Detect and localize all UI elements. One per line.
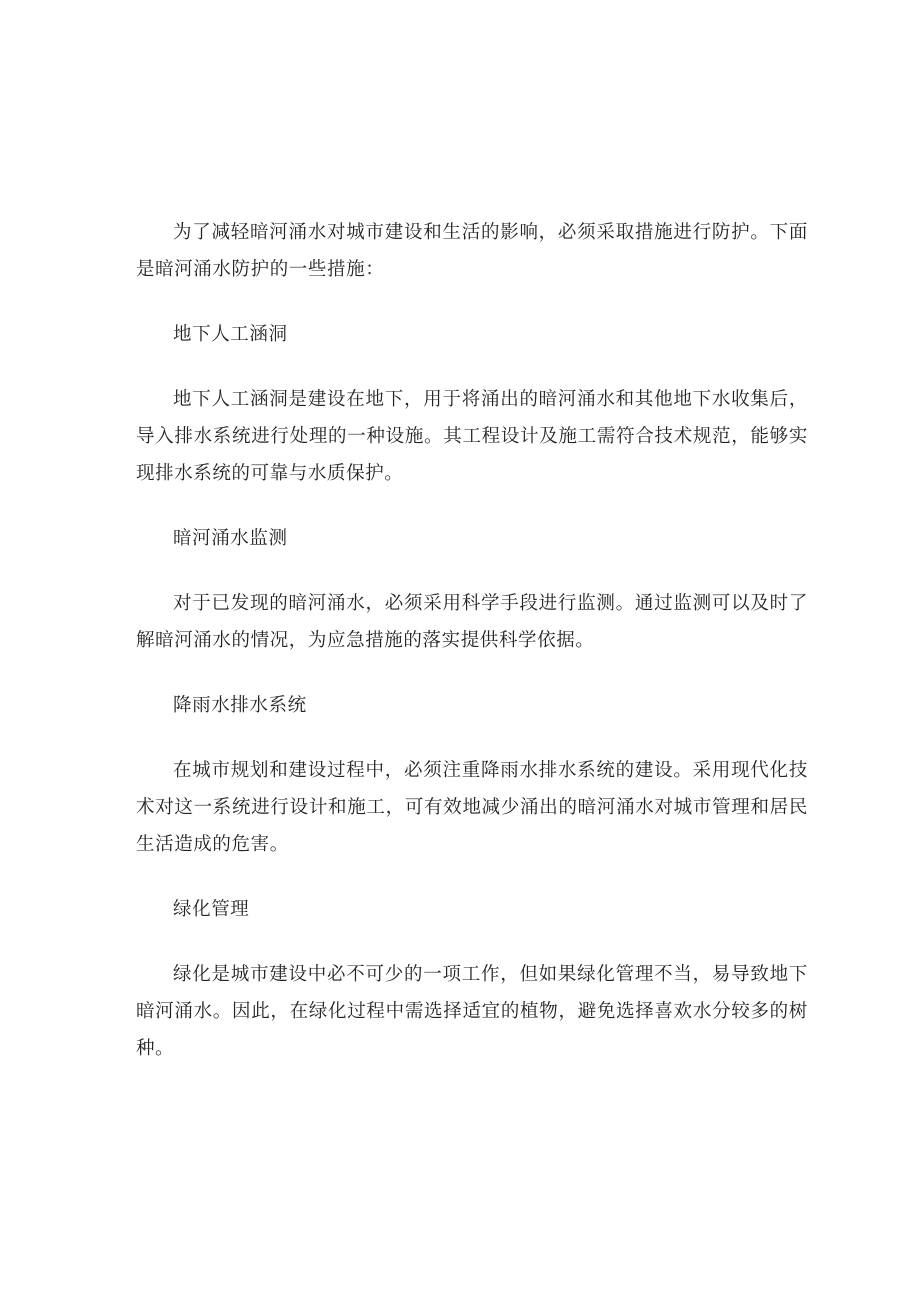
section-heading-drainage: 降雨水排水系统 <box>173 695 307 716</box>
section-heading-culvert: 地下人工涵洞 <box>173 324 288 345</box>
section-heading-monitoring: 暗河涌水监测 <box>173 528 288 549</box>
intro-paragraph: 为了减轻暗河涌水对城市建设和生活的影响，必须采取措施进行防护。下面是暗河涌水防护的一些措施： <box>136 222 808 280</box>
section-heading-greening: 绿化管理 <box>173 899 250 920</box>
document-body <box>136 214 808 1067</box>
section-body-culvert: 地下人工涵洞是建设在地下，用于将涌出的暗河涌水和其他地下水收集后，导入排水系统进行处理的一种设施。其工程设计及施工需符合技术规范，能够实现排水系统的可靠与水质保护。 <box>136 389 808 484</box>
section-body-greening: 绿化是城市建设中必不可少的一项工作，但如果绿化管理不当，易导致地下暗河涌水。因此，在绿化过程中需选择适宜的植物，避免选择喜欢水分较多的树种。 <box>136 964 808 1059</box>
section-body-drainage: 在城市规划和建设过程中，必须注重降雨水排水系统的建设。采用现代化技术对这一系统进行设计和施工，可有效地减少涌出的暗河涌水对城市管理和居民生活造成的危害。 <box>136 760 808 855</box>
section-body-monitoring: 对于已发现的暗河涌水，必须采用科学手段进行监测。通过监测可以及时了解暗河涌水的情况，为应急措施的落实提供科学依据。 <box>136 593 808 651</box>
